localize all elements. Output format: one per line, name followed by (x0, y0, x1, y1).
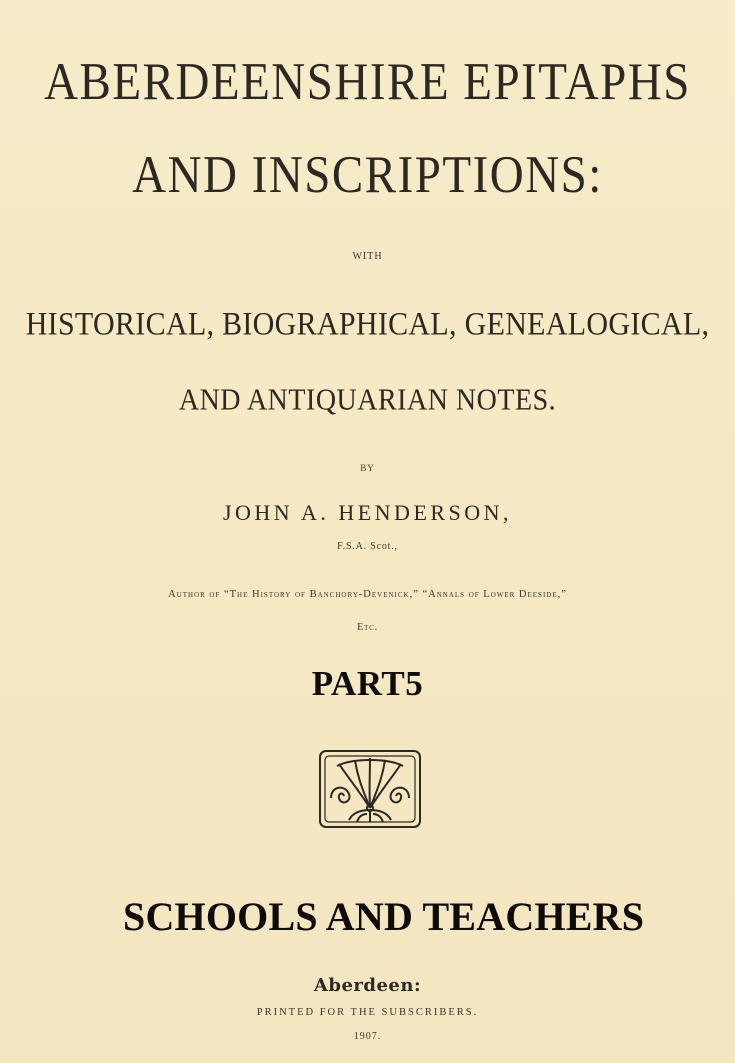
section-title: SCHOOLS AND TEACHERS (123, 894, 645, 939)
art-nouveau-ornament-icon (317, 748, 423, 830)
author-credentials: F.S.A. Scot., (337, 541, 398, 552)
author-etc: Etc. (357, 622, 378, 633)
author-name: JOHN A. HENDERSON, (222, 500, 513, 525)
imprint-year: 1907. (353, 1031, 382, 1042)
with-label: WITH (352, 251, 383, 262)
imprint-printer: PRINTED FOR THE SUBSCRIBERS. (256, 1007, 479, 1018)
book-title-line-1: ABERDEENSHIRE EPITAPHS (44, 53, 691, 112)
by-label: BY (360, 463, 375, 473)
subtitle-line-2: AND ANTIQUARIAN NOTES. (178, 383, 557, 418)
part-label: PART5 (311, 664, 424, 703)
book-title-line-2: AND INSCRIPTIONS: (132, 146, 603, 205)
imprint-place: Aberdeen: (313, 975, 422, 996)
author-previous-works: Author of “The History of Banchory-Devenick,” “Annals of Lower Deeside,” (168, 589, 567, 600)
subtitle-line-1: HISTORICAL, BIOGRAPHICAL, GENEALOGICAL, (25, 306, 710, 343)
